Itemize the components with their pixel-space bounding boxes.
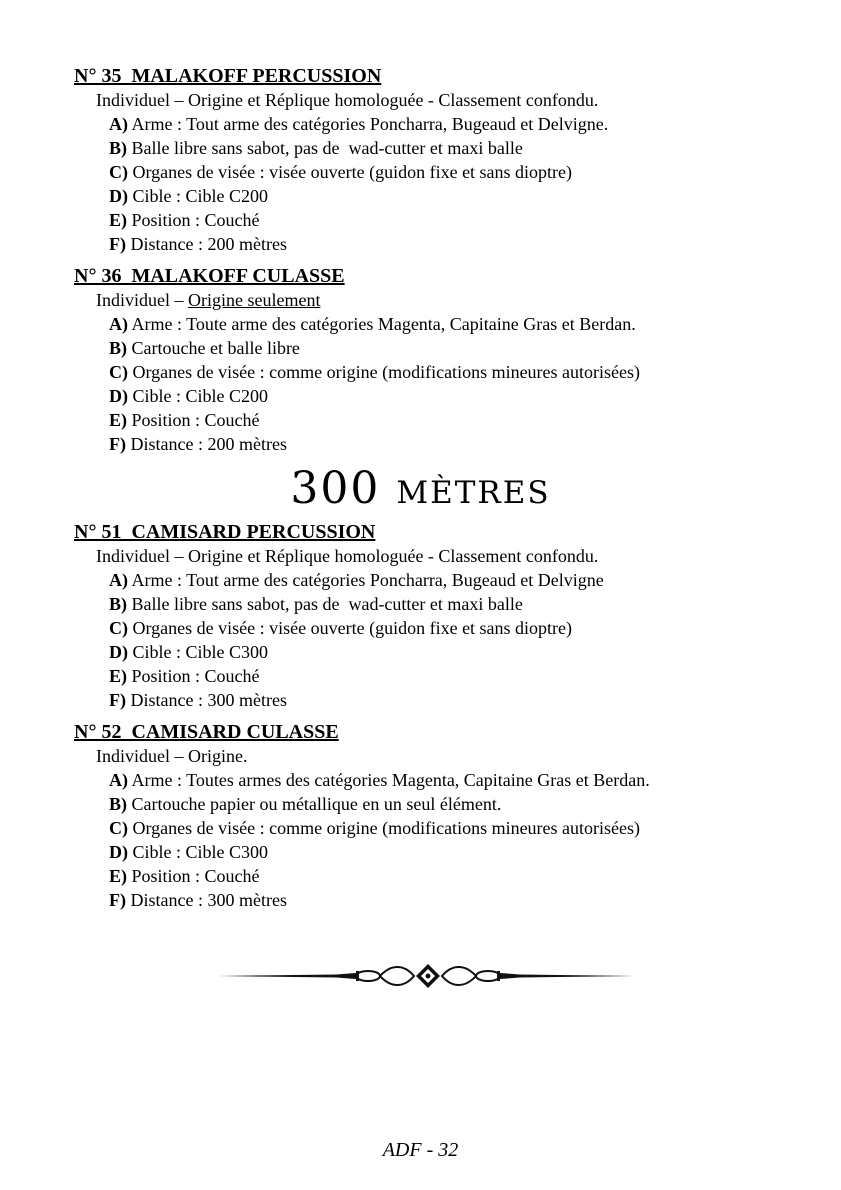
rule-item: B) Cartouche papier ou métallique en un seul élément. (109, 794, 502, 814)
rule-item: F) Distance : 200 mètres (109, 434, 287, 454)
section-52 (74, 720, 774, 912)
rules-list (74, 768, 774, 912)
distance-heading: 300 mètres (290, 463, 551, 514)
rule-item: E) Position : Couché (109, 210, 260, 230)
section-intro: Individuel – Origine et Réplique homologuée - Classement confondu. (96, 90, 599, 110)
rule-item: C) Organes de visée : comme origine (modifications mineures autorisées) (109, 362, 641, 382)
section-35 (74, 64, 774, 256)
rule-item: C) Organes de visée : visée ouverte (guidon fixe et sans dioptre) (109, 162, 573, 182)
rule-item: A) Arme : Tout arme des catégories Poncharra, Bugeaud et Delvigne (109, 570, 604, 590)
section-title: N° 52 CAMISARD CULASSE (74, 721, 339, 743)
rule-item: B) Balle libre sans sabot, pas de wad-cutter et maxi balle (109, 594, 523, 614)
rule-item: D) Cible : Cible C200 (109, 386, 269, 406)
rule-item: D) Cible : Cible C300 (109, 842, 269, 862)
rule-item: E) Position : Couché (109, 666, 260, 686)
section-51 (74, 520, 774, 712)
section-intro: Individuel – Origine seulement (96, 290, 321, 310)
rule-item: F) Distance : 300 mètres (109, 690, 287, 710)
rules-list (74, 112, 774, 256)
rule-item: B) Cartouche et balle libre (109, 338, 300, 358)
section-title: N° 36 MALAKOFF CULASSE (74, 265, 345, 287)
rule-item: D) Cible : Cible C300 (109, 642, 269, 662)
section-intro: Individuel – Origine et Réplique homologuée - Classement confondu. (96, 546, 599, 566)
rule-item: A) Arme : Toute arme des catégories Magenta, Capitaine Gras et Berdan. (109, 314, 636, 334)
rule-item: D) Cible : Cible C200 (109, 186, 269, 206)
rule-item: E) Position : Couché (109, 410, 260, 430)
rule-item: C) Organes de visée : comme origine (modifications mineures autorisées) (109, 818, 641, 838)
rule-item: A) Arme : Toutes armes des catégories Magenta, Capitaine Gras et Berdan. (109, 770, 650, 790)
rule-item: F) Distance : 300 mètres (109, 890, 287, 910)
rules-list (74, 568, 774, 712)
section-title: N° 35 MALAKOFF PERCUSSION (74, 65, 382, 87)
section-36 (74, 264, 774, 456)
rule-item: B) Balle libre sans sabot, pas de wad-cutter et maxi balle (109, 138, 523, 158)
rule-item: C) Organes de visée : visée ouverte (guidon fixe et sans dioptre) (109, 618, 573, 638)
rule-item: E) Position : Couché (109, 866, 260, 886)
section-title: N° 51 CAMISARD PERCUSSION (74, 521, 376, 543)
rule-item: F) Distance : 200 mètres (109, 234, 287, 254)
page-footer: ADF - 32 (382, 1139, 459, 1161)
rule-item: A) Arme : Tout arme des catégories Poncharra, Bugeaud et Delvigne. (109, 114, 609, 134)
rules-list (74, 312, 774, 456)
document-page (74, 64, 774, 920)
section-intro: Individuel – Origine. (96, 746, 248, 766)
ornament-divider-icon (216, 958, 640, 994)
